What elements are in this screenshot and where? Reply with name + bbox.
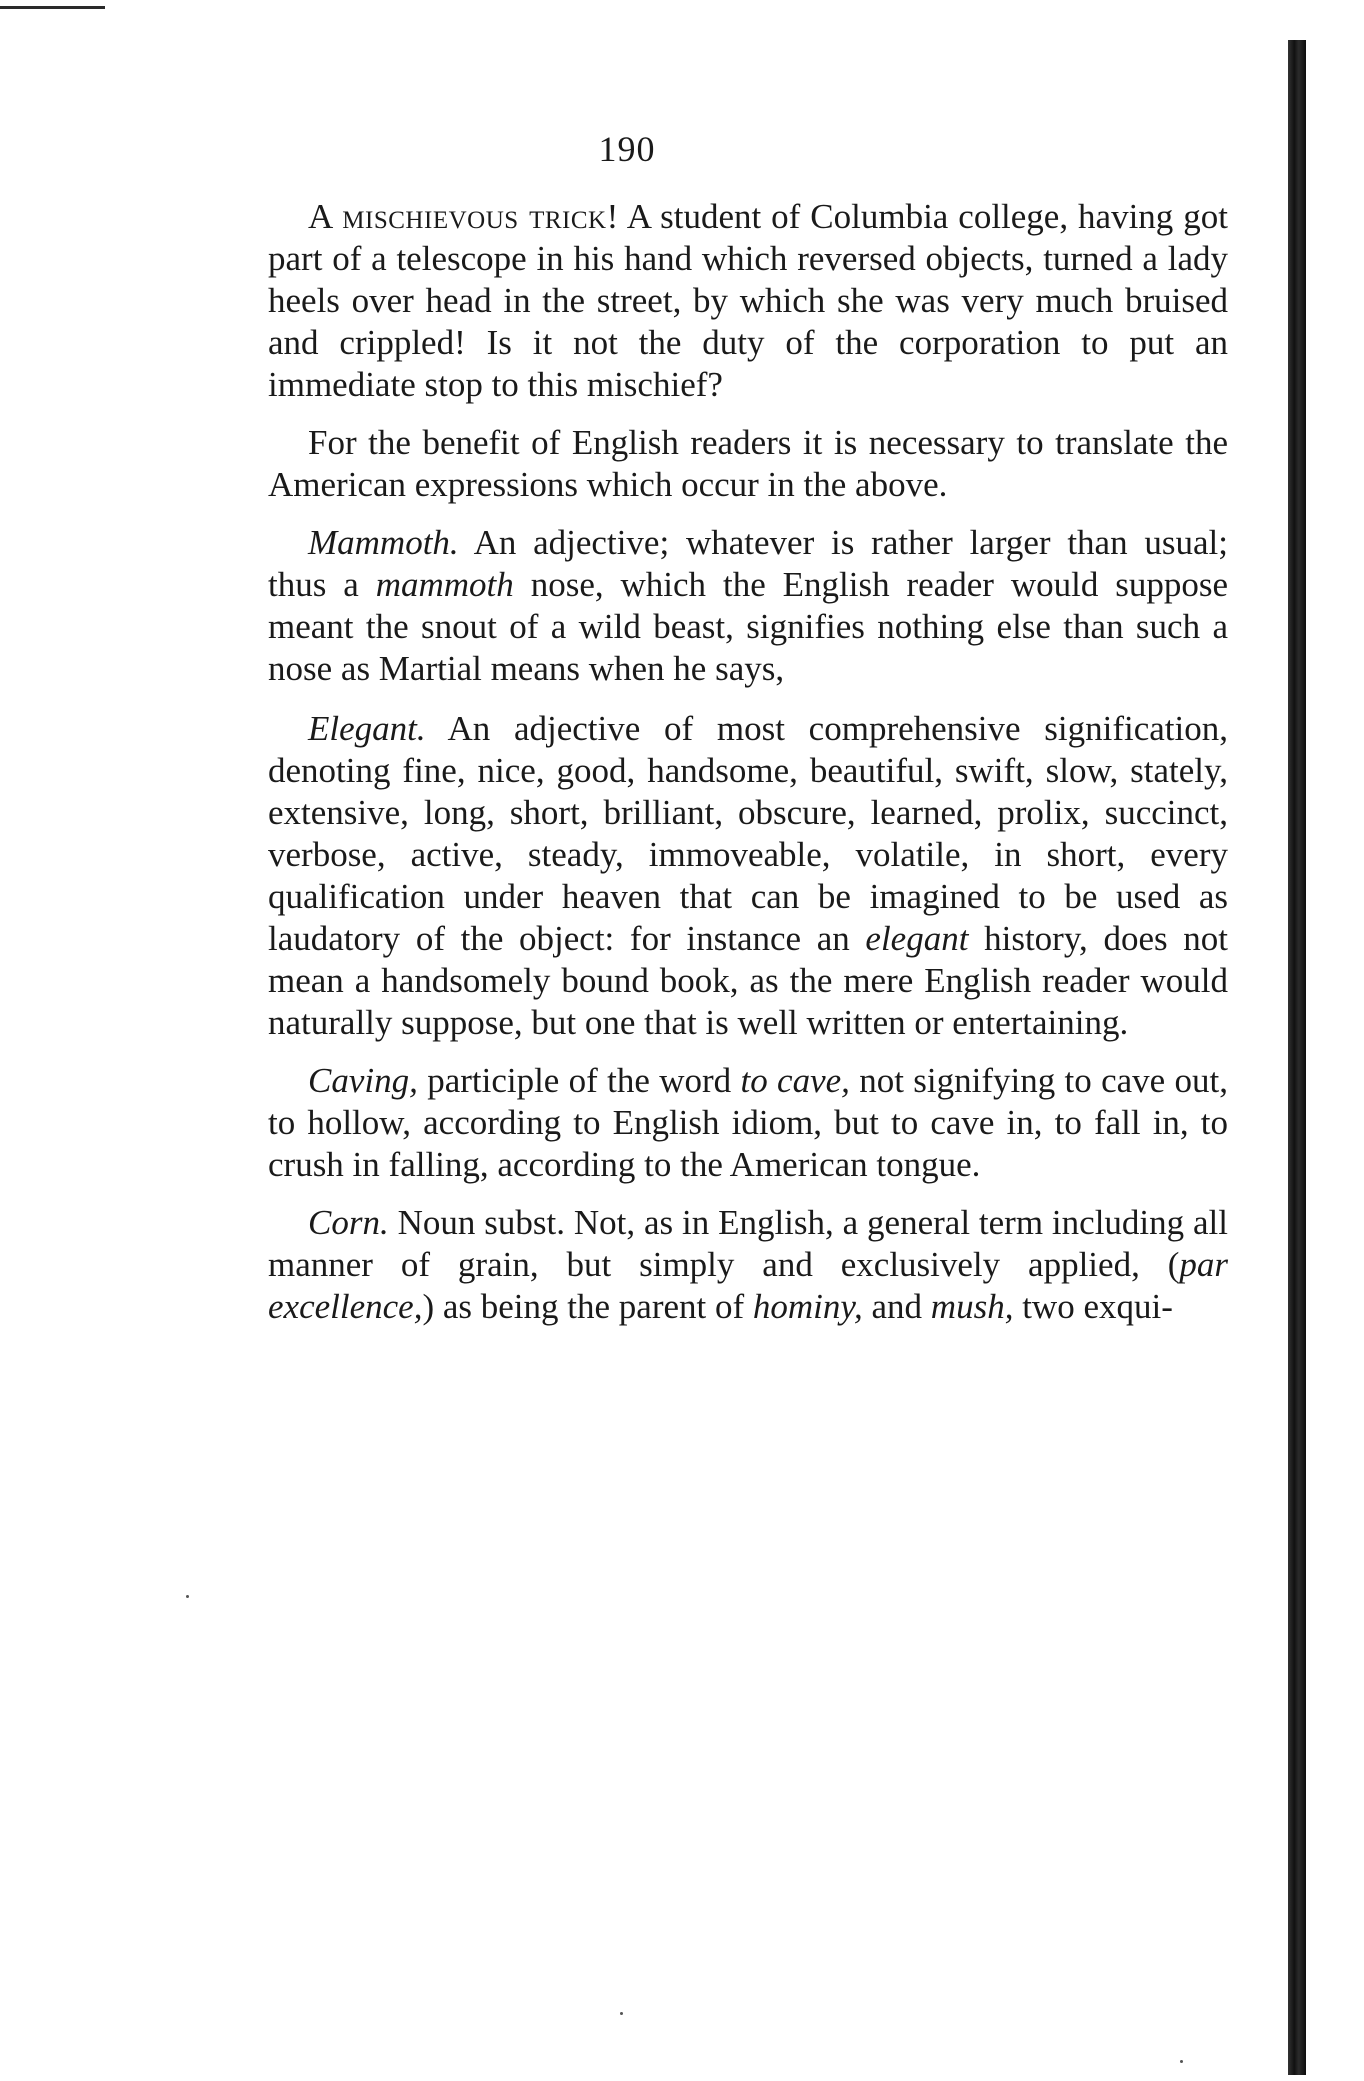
- paragraph-mischievous-trick: [268, 196, 1228, 406]
- paragraph-text: An adjective; whatever is rather larger than usual; thus a: [268, 523, 1228, 604]
- inline-term-elegant: elegant: [865, 919, 969, 958]
- binding-edge: [1288, 40, 1306, 2075]
- paragraph-text: participle of the word: [427, 1061, 732, 1100]
- paragraph-text: Noun subst. Not, as in English, a general term including all manner of grain, but simply and exclusively applied, (: [268, 1203, 1228, 1284]
- paragraph-text: not signifying to cave out, to hollow, according to English idiom, but to cave in, to fall in, to crush in falling, according to the American tongue.: [268, 1061, 1229, 1184]
- print-speck: [620, 2012, 623, 2015]
- term-caving: Caving,: [308, 1061, 418, 1100]
- print-speck: [1180, 2060, 1183, 2063]
- paragraph-text: and: [871, 1287, 923, 1326]
- inline-term-mush: mush,: [930, 1287, 1014, 1326]
- paragraph-text: nose, which the English reader would suppose meant the snout of a wild beast, signifies nothing else than such a nose as Martial means when he says,: [268, 565, 1229, 688]
- paragraph-mammoth: [268, 522, 1228, 690]
- inline-term-mammoth: mammoth: [375, 565, 514, 604]
- top-rule: [0, 6, 105, 9]
- paragraph-heading: A mischievous trick!: [308, 197, 619, 236]
- paragraph-corn: [268, 1202, 1228, 1328]
- term-corn: Corn.: [308, 1203, 389, 1242]
- paragraph-text: two exqui-: [1022, 1287, 1173, 1326]
- inline-term-hominy: hominy,: [752, 1287, 863, 1326]
- paragraph-text: history, does not mean a handsomely bound book, as the mere English reader would naturally suppose, but one that is well written or entertaining.: [268, 919, 1228, 1042]
- text-column: [268, 196, 1228, 1344]
- print-speck: [186, 1595, 189, 1598]
- inline-term-to-cave: to cave,: [740, 1061, 850, 1100]
- page-number: 190: [598, 129, 656, 169]
- term-mammoth: Mammoth.: [308, 523, 459, 562]
- paragraph-text: ) as being the parent of: [422, 1287, 745, 1326]
- paragraph-caving: [268, 1060, 1228, 1186]
- term-elegant: Elegant.: [308, 709, 426, 748]
- paragraph-benefit: [268, 422, 1228, 506]
- paragraph-text: For the benefit of English readers it is necessary to translate the American expressions which occur in the above.: [268, 423, 1228, 504]
- paragraph-elegant: [268, 708, 1228, 1044]
- paragraph-text: An adjective of most comprehensive signification, denoting fine, nice, good, handsome, beautiful, swift, slow, stately, extensive, long, short, brilliant, obscure, learned, prolix, succinct, verbose, active, steady, immoveable, volatile, in short, every qualification under heaven that can be imagined to be used as laudatory of the object: for instance an: [268, 709, 1228, 958]
- inline-term-par-excellence: par excellence,: [268, 1245, 1228, 1326]
- paragraph-text: A student of Columbia college, having got part of a telescope in his hand which reversed objects, turned a lady heels over head in the street, by which she was very much bruised and crippled! Is it not the duty of the corporation to put an immediate stop to this mischief?: [268, 197, 1228, 404]
